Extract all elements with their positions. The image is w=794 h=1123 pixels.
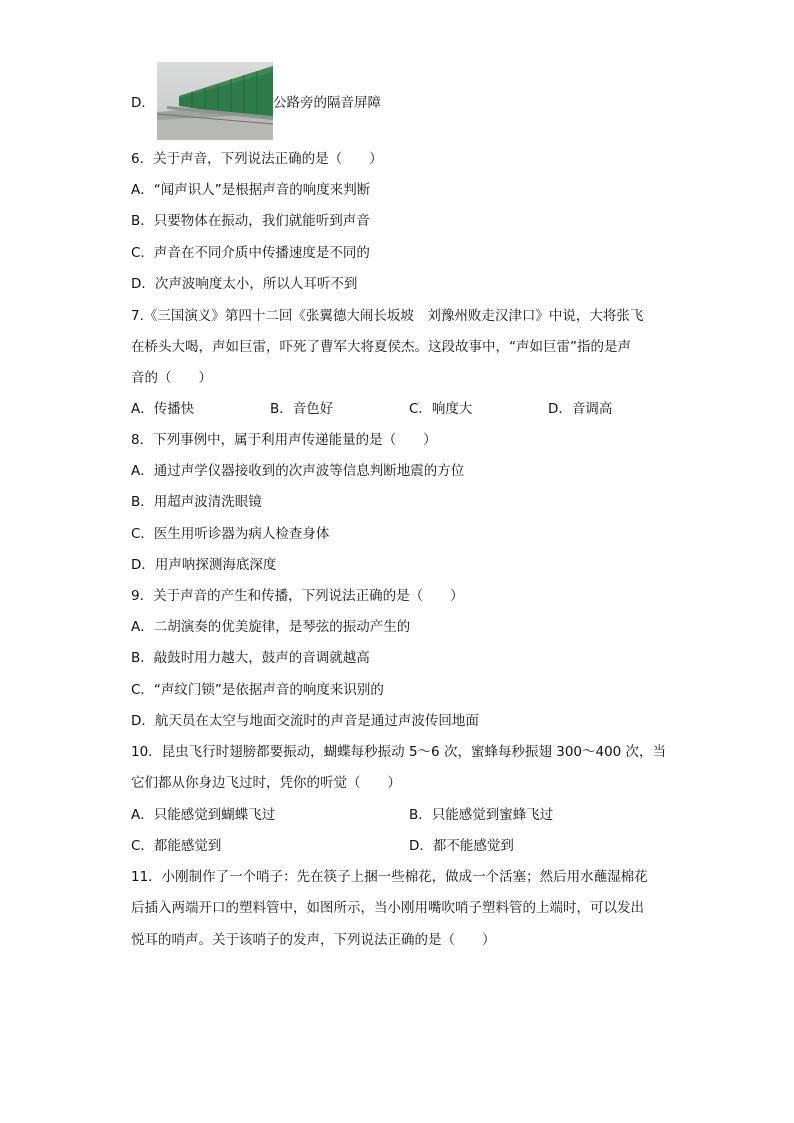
q7-stem-line-2: 在桥头大喝，声如巨雷，吓死了曹军大将夏侯杰。这段故事中，“声如巨雷”指的是声	[131, 339, 631, 355]
q10-stem-line-2: 它们都从你身边飞过时，凭你的听觉（ ）	[131, 775, 401, 791]
q9-stem: 9．关于声音的产生和传播，下列说法正确的是（ ）	[131, 588, 464, 604]
q8-option-d: D．用声呐探测海底深度	[131, 557, 277, 573]
q9-option-c: C．“声纹门锁”是依据声音的响度来识别的	[131, 682, 384, 698]
q10-stem-line-1: 10．昆虫飞行时翅膀都要振动，蝴蝶每秒振动 5～6 次，蜜蜂每秒振翅 300～400 次，当	[131, 744, 667, 760]
noise-barrier-image	[157, 62, 273, 140]
q10-option-a: A．只能感觉到蝴蝶飞过	[131, 807, 276, 823]
q10-option-d: D．都不能感觉到	[409, 838, 514, 854]
q5-option-d-caption: 公路旁的隔音屏障	[273, 95, 381, 111]
q8-option-c: C．医生用听诊器为病人检查身体	[131, 526, 330, 542]
q7-stem-line-3: 音的（ ）	[131, 370, 212, 386]
q9-option-a: A．二胡演奏的优美旋律，是琴弦的振动产生的	[131, 619, 411, 635]
q11-stem-line-1: 11．小刚制作了一个哨子：先在筷子上捆一些棉花，做成一个活塞；然后用水蘸湿棉花	[131, 869, 648, 885]
q5-option-d-label: D．	[131, 95, 155, 111]
q6-stem: 6．关于声音，下列说法正确的是（ ）	[131, 151, 383, 167]
q6-option-b: B．只要物体在振动，我们就能听到声音	[131, 213, 370, 229]
q7-option-b: B．音色好	[270, 401, 334, 417]
q11-stem-line-2: 后插入两端开口的塑料管中，如图所示，当小刚用嘴吹哨子塑料管的上端时，可以发出	[131, 900, 644, 916]
q10-option-b: B．只能感觉到蜜蜂飞过	[409, 807, 554, 823]
q8-stem: 8．下列事例中，属于利用声传递能量的是（ ）	[131, 432, 437, 448]
q9-option-d: D．航天员在太空与地面交流时的声音是通过声波传回地面	[131, 713, 479, 729]
q7-stem-line-1: 7.《三国演义》第四十二回《张翼德大闹长坂坡 刘豫州败走汉津口》中说，大将张飞	[131, 308, 644, 324]
q8-option-a: A．通过声学仪器接收到的次声波等信息判断地震的方位	[131, 463, 465, 479]
q11-stem-line-3: 悦耳的哨声。关于该哨子的发声，下列说法正确的是（ ）	[131, 932, 496, 948]
noise-barrier-photo	[157, 62, 273, 140]
q7-option-c: C．响度大	[409, 401, 473, 417]
q6-option-a: A．“闻声识人”是根据声音的响度来判断	[131, 182, 371, 198]
q7-option-d: D．音调高	[548, 401, 613, 417]
q9-option-b: B．敲鼓时用力越大，鼓声的音调就越高	[131, 650, 370, 666]
q6-option-d: D．次声波响度太小，所以人耳听不到	[131, 276, 358, 292]
q10-option-c: C．都能感觉到	[131, 838, 222, 854]
q7-option-a: A．传播快	[131, 401, 195, 417]
q8-option-b: B．用超声波清洗眼镜	[131, 494, 262, 510]
q6-option-c: C．声音在不同介质中传播速度是不同的	[131, 245, 370, 261]
